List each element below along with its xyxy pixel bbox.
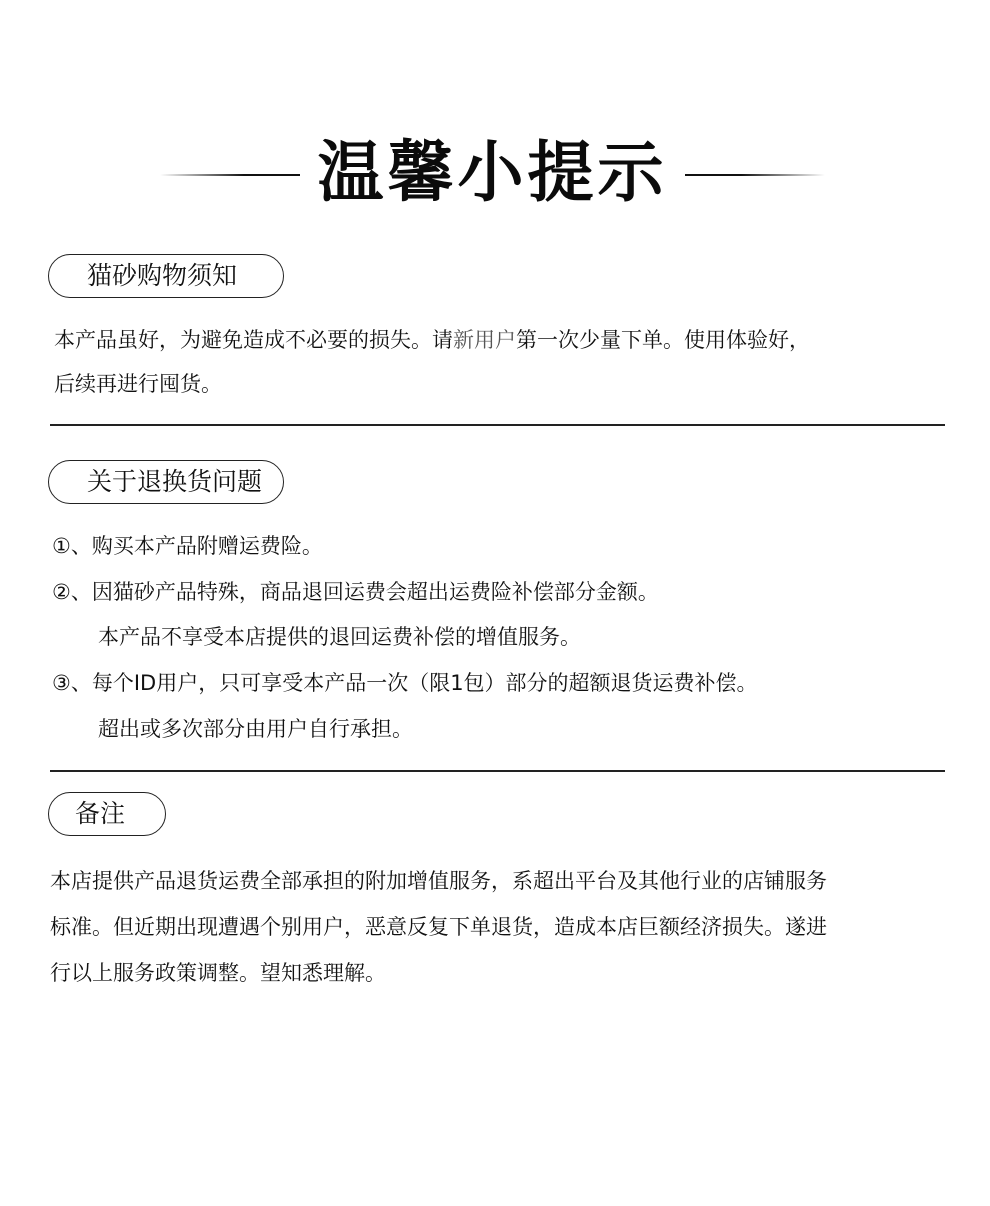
- remarks-line-1: 本店提供产品退货运费全部承担的附加增值服务，系超出平台及其他行业的店铺服务: [50, 869, 827, 893]
- text-segment: 第一次少量下单。使用体验好，: [516, 328, 810, 352]
- remarks-line-3: 行以上服务政策调整。望知悉理解。: [50, 961, 386, 985]
- returns-item-1: ①、购买本产品附赠运费险。: [52, 534, 323, 558]
- purchase-notes-line-1: [54, 318, 810, 362]
- returns-item-3-cont: 超出或多次部分由用户自行承担。: [98, 717, 413, 741]
- title-decor-line-right: [685, 174, 825, 176]
- title-row: [0, 128, 990, 218]
- title-decor-line-left: [160, 174, 300, 176]
- section-heading-returns: 关于退换货问题: [48, 460, 284, 504]
- text-segment: 本产品虽好，为避免造成不必要的损失。请: [54, 328, 453, 352]
- section-heading-remarks: 备注: [48, 792, 166, 836]
- section-heading-purchase-notes: 猫砂购物须知: [48, 254, 284, 298]
- divider: [50, 770, 945, 772]
- highlight-new-user: 新用户: [453, 328, 516, 352]
- divider: [50, 424, 945, 426]
- returns-item-2-cont: 本产品不享受本店提供的退回运费补偿的增值服务。: [98, 625, 581, 649]
- page-title: 温馨小提示: [317, 134, 668, 211]
- returns-item-3: ③、每个ID用户，只可享受本产品一次（限1包）部分的超额退货运费补偿。: [52, 671, 758, 695]
- purchase-notes-line-2: 后续再进行囤货。: [54, 372, 222, 396]
- remarks-line-2: 标准。但近期出现遭遇个别用户，恶意反复下单退货，造成本店巨额经济损失。遂进: [50, 915, 827, 939]
- returns-item-2: ②、因猫砂产品特殊，商品退回运费会超出运费险补偿部分金额。: [52, 580, 659, 604]
